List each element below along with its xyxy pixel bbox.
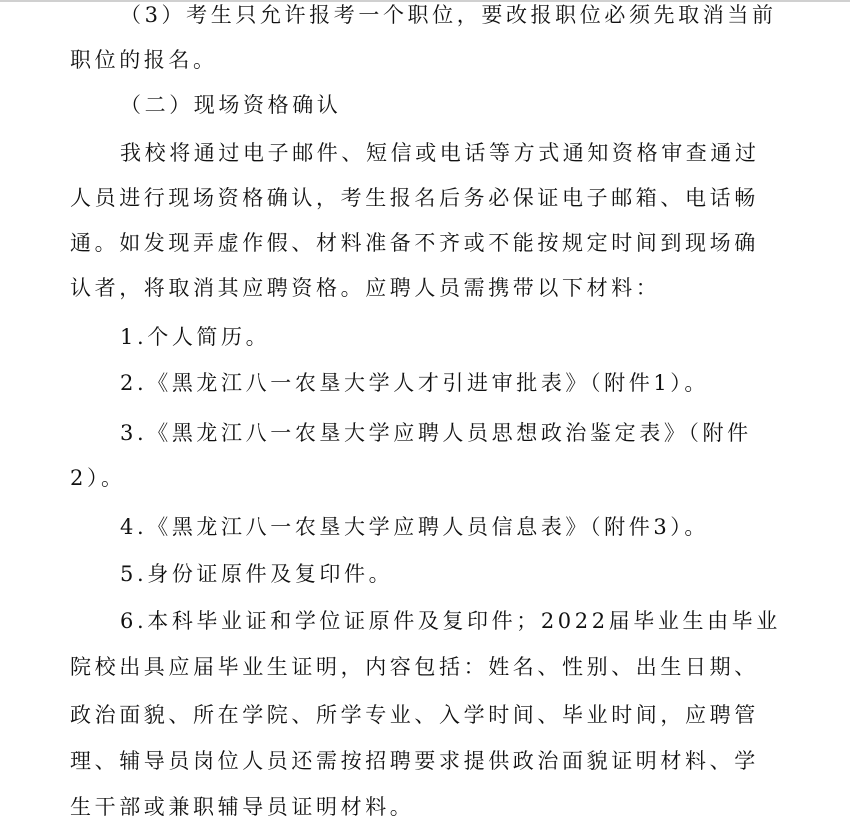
paragraph-line-3: 我校将通过电子邮件、短信或电话等方式通知资格审查通过 <box>120 141 760 165</box>
list-item-6-line-4: 理、辅导员岗位人员还需按招聘要求提供政治面貌证明材料、学 <box>70 749 759 773</box>
paragraph-line-2: 职位的报名。 <box>70 48 218 72</box>
list-item-5: 5.身份证原件及复印件。 <box>120 562 394 586</box>
list-item-3-continued: 2）。 <box>70 466 126 490</box>
list-item-6-line-3: 政治面貌、所在学院、所学专业、入学时间、毕业时间，应聘管 <box>70 703 759 727</box>
list-item-6-line-2: 院校出具应届毕业生证明，内容包括：姓名、性别、出生日期、 <box>70 655 759 679</box>
list-item-4: 4.《黑龙江八一农垦大学应聘人员信息表》（附件3）。 <box>120 515 709 539</box>
list-item-2: 2.《黑龙江八一农垦大学人才引进审批表》（附件1）。 <box>120 371 709 395</box>
list-item-6-line-5: 生干部或兼职辅导员证明材料。 <box>70 795 415 819</box>
paragraph-line-4: 人员进行现场资格确认，考生报名后务必保证电子邮箱、电话畅 <box>70 186 759 210</box>
list-item-6: 6.本科毕业证和学位证原件及复印件；2022届毕业生由毕业 <box>120 609 781 633</box>
paragraph-line-1: （3）考生只允许报考一个职位，要改报职位必须先取消当前 <box>120 3 777 27</box>
paragraph-line-5: 通。如发现弄虚作假、材料准备不齐或不能按规定时间到现场确 <box>70 231 759 255</box>
section-heading: （二）现场资格确认 <box>120 93 342 117</box>
paragraph-line-6: 认者，将取消其应聘资格。应聘人员需携带以下材料： <box>70 276 661 300</box>
list-item-3: 3.《黑龙江八一农垦大学应聘人员思想政治鉴定表》（附件 <box>120 421 752 445</box>
list-item-1: 1.个人简历。 <box>120 325 271 349</box>
